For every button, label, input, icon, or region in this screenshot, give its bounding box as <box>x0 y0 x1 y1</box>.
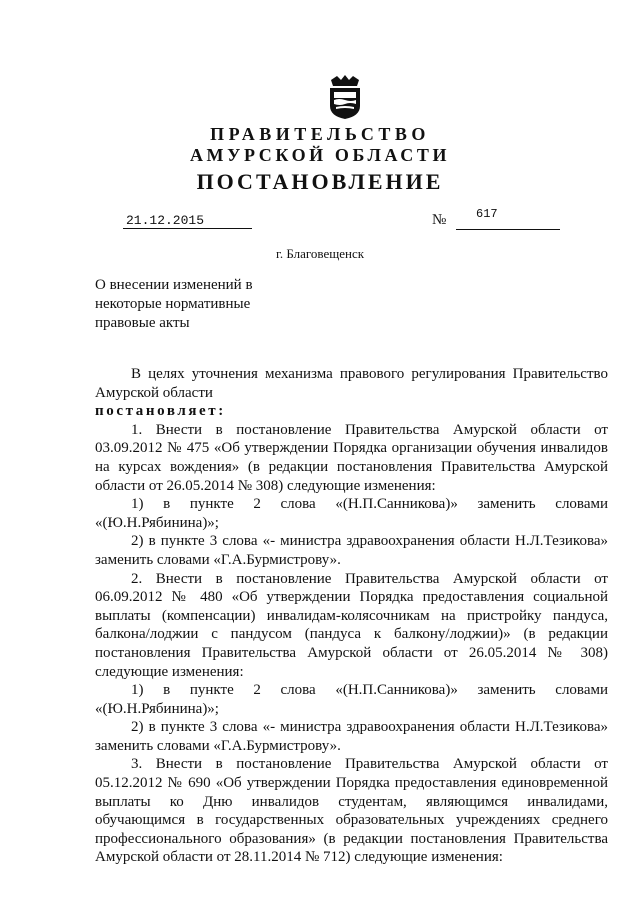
clause-3: 3. Внести в постановление Правительства Амурской области от 05.12.2012 № 690 «Об утверждении Порядка предоставления единовременной выплаты ко Дню инвалидов студентам, являющимся инвалидами, обучающимся в государственных образовательных учреждениях среднего профессионального образования» (в редакции постановления Правительства Амурской области от 28.11.2014 № 712) следующие изменения: <box>95 756 608 866</box>
document-date: 21.12.2015 <box>123 214 252 229</box>
clause-2-item-2: 2) в пункте 3 слова «- министра здравоохранения области Н.Л.Тезикова» заменить словами «Г.А.Бурмистрову». <box>95 719 608 754</box>
clause-2: 2. Внести в постановление Правительства Амурской области от 06.09.2012 № 480 «Об утверждении Порядка предоставления социальной выплаты (компенсации) инвалидам-колясочникам на пристройку пандуса, балкона/лоджии с пандусом (пандуса к балкону/лоджии)» (в редакции постановления Правительства Амурской области от 26.05.2014 № 308) следующие изменения: <box>95 570 608 680</box>
document-subject: О внесении изменений в некоторые нормативные правовые акты <box>95 277 253 331</box>
clause-1-item-2: 2) в пункте 3 слова «- министра здравоохранения области Н.Л.Тезикова» заменить словами «Г.А.Бурмистрову». <box>95 533 608 568</box>
document-number: 617 <box>456 206 560 230</box>
clause-2-item-1: 1) в пункте 2 слова «(Н.П.Санникова)» заменить словами «(Ю.Н.Рябинина)»; <box>95 682 608 717</box>
preamble: В целях уточнения механизма правового регулирования Правительство Амурской области <box>95 366 608 401</box>
region-title: АМУРСКОЙ ОБЛАСТИ <box>189 145 451 165</box>
clause-1: 1. Внести в постановление Правительства Амурской области от 03.09.2012 № 475 «Об утверждении Порядка организации обучения инвалидов на курсах вождения» (в редакции постановления Правительства Амурской области от 26.05.2014 № 308) следующие изменения: <box>95 421 608 494</box>
coat-of-arms-icon <box>327 74 363 120</box>
government-title: ПРАВИТЕЛЬСТВО <box>210 124 430 144</box>
number-sign: № <box>432 212 447 228</box>
document-body <box>95 365 608 867</box>
clause-1-item-1: 1) в пункте 2 слова «(Н.П.Санникова)» заменить словами «(Ю.Н.Рябинина)»; <box>95 496 608 531</box>
document-type-title: ПОСТАНОВЛЕНИЕ <box>196 169 444 194</box>
decree-word: постановляет: <box>95 403 226 420</box>
city: г. Благовещенск <box>275 246 365 261</box>
